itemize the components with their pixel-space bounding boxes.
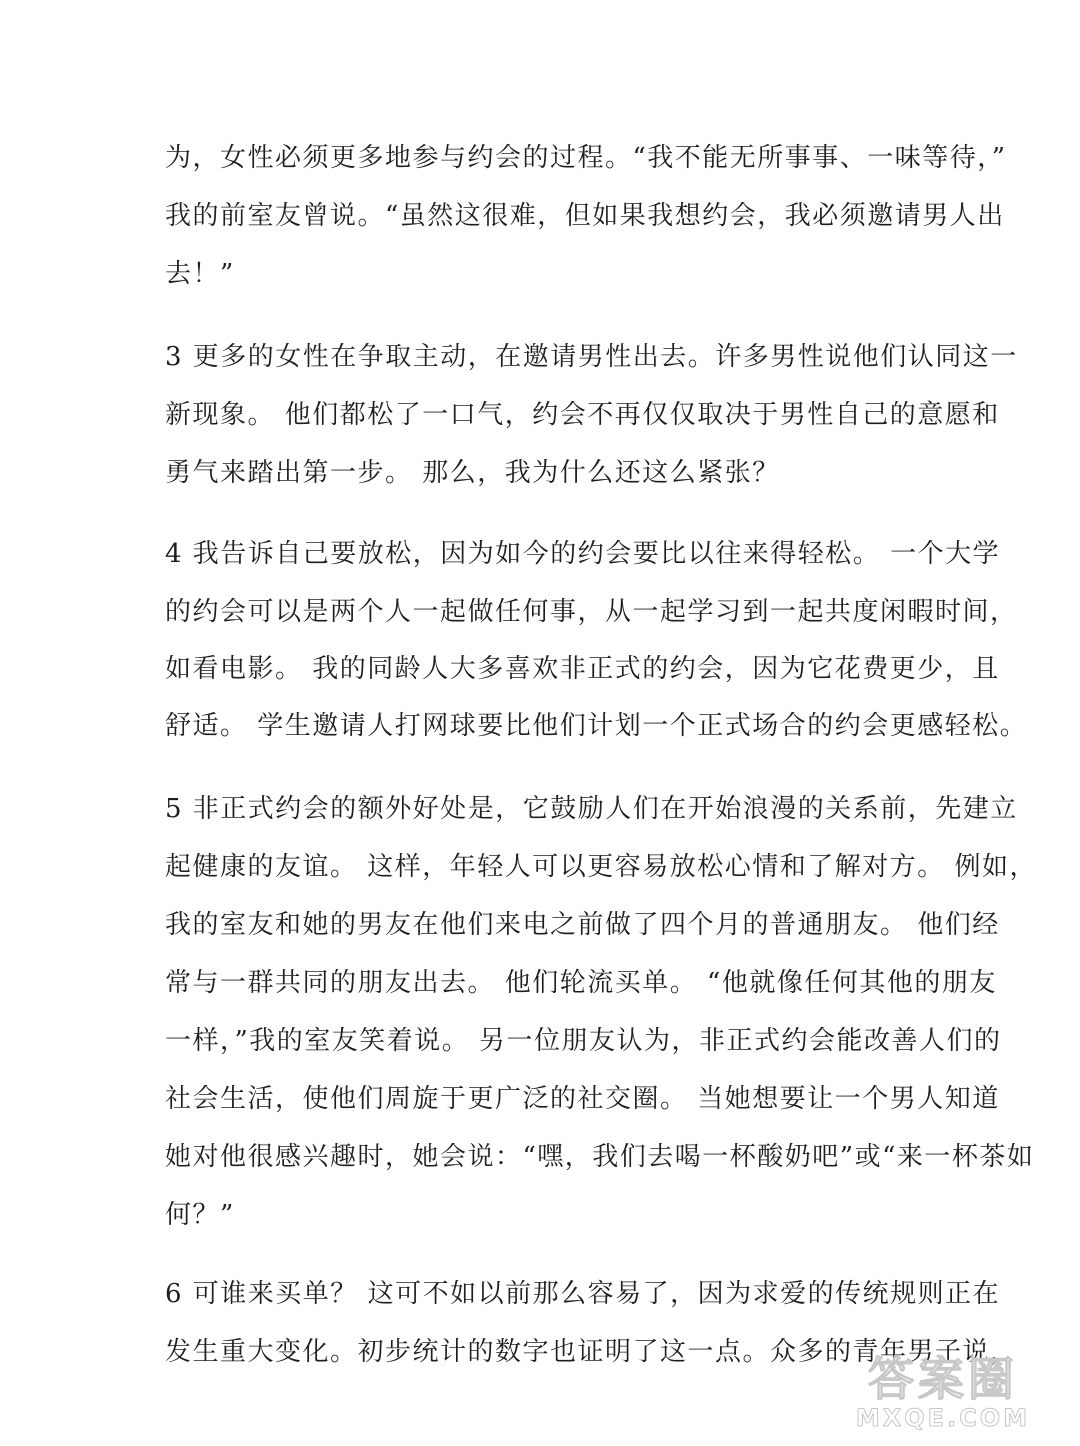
text-line: 的约会可以是两个人一起做任何事，从一起学习到一起共度闲暇时间， <box>165 597 1018 627</box>
text-line: 何？” <box>165 1200 235 1230</box>
text-line: 为，女性必须更多地参与约会的过程。“我不能无所事事、一味等待，” <box>165 143 1007 173</box>
watermark-domain: MXQE.COM <box>855 1404 1031 1432</box>
text-line: 我的前室友曾说。“虽然这很难，但如果我想约会，我必须邀请男人出 <box>165 201 1005 231</box>
text-line: 去！” <box>165 259 235 289</box>
text-line: 5 非正式约会的额外好处是，它鼓励人们在开始浪漫的关系前，先建立 <box>165 794 1018 824</box>
text-line: 我的室友和她的男友在他们来电之前做了四个月的普通朋友。 他们经 <box>165 910 1000 940</box>
text-line: 常与一群共同的朋友出去。 他们轮流买单。 “他就像任何其他的朋友 <box>165 968 997 998</box>
text-line: 4 我告诉自己要放松，因为如今的约会要比以往来得轻松。 一个大学 <box>165 539 1001 569</box>
text-line: 新现象。 他们都松了一口气，约会不再仅仅取决于男性自己的意愿和 <box>165 400 1000 430</box>
watermark-title: 答案圈 <box>868 1352 1018 1406</box>
text-line: 舒适。 学生邀请人打网球要比他们计划一个正式场合的约会更感轻松。 <box>165 711 1028 741</box>
text-line: 起健康的友谊。 这样，年轻人可以更容易放松心情和了解对方。 例如， <box>165 852 1038 882</box>
text-line: 一样，”我的室友笑着说。 另一位朋友认为，非正式约会能改善人们的 <box>165 1026 1002 1056</box>
text-line: 6 可谁来买单？ 这可不如以前那么容易了，因为求爱的传统规则正在 <box>165 1279 1001 1309</box>
text-line: 勇气来踏出第一步。 那么，我为什么还这么紧张？ <box>165 458 780 488</box>
text-line: 如看电影。 我的同龄人大多喜欢非正式的约会，因为它花费更少，且 <box>165 654 1000 684</box>
text-line: 社会生活，使他们周旋于更广泛的社交圈。 当她想要让一个男人知道 <box>165 1084 1000 1114</box>
text-line: 发生重大变化。初步统计的数字也证明了这一点。众多的青年男子说， <box>165 1337 1018 1367</box>
text-line: 她对他很感兴趣时，她会说：“嘿，我们去喝一杯酸奶吧”或“来一杯茶如 <box>165 1142 1035 1172</box>
text-line: 3 更多的女性在争取主动，在邀请男性出去。许多男性说他们认同这一 <box>165 342 1018 372</box>
